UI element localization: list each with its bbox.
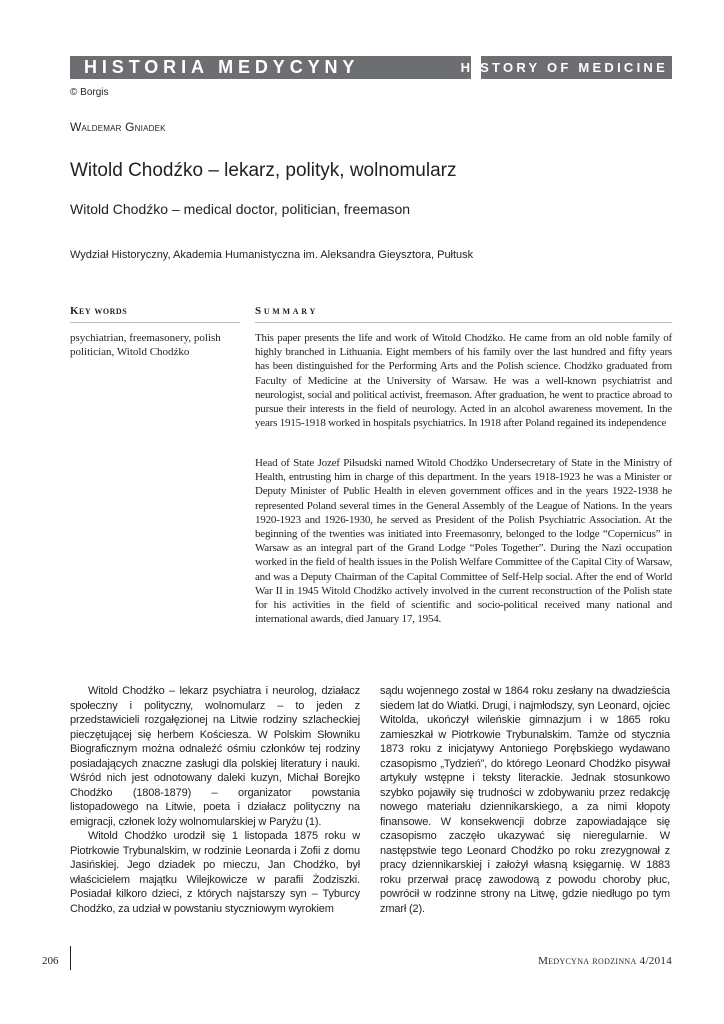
section-title-en: HISTORY OF MEDICINE — [460, 60, 668, 75]
journal-name: Medycyna rodzinna 4/2014 — [538, 955, 672, 967]
body-paragraph: sądu wojennego został w 1864 roku zesłany na dwadzieścia siedem lat do Wiatki. Drugi, i najmłodszy, syn Leonard, ojciec Witolda, ukończył wileńskie gimnazjum i w 1865 roku zamieszkał w Piotrkowie Trybunalskim. Tamże od stycznia 1873 roku z inicjatywy Antoniego Porębskiego wydawano czasopismo „Tydzień”, do którego Leonard Chodźko pisywał artykuły wstępne i teksty literackie. Jednak stosunkowo szybko pojawiły się trudności w zdobywaniu przez redakcję nowego materiału dziennikarskiego, a za nimi kłopoty finansowe. W konsekwencji dobrze zapowiadające się czasopismo zaczęło ukazywać się nieregularnie. W następstwie tego Leonard Chodźko po roku zrezygnował z pracy dziennikarskiej i założył własną księgarnię. W 1883 roku przerwał pracę zawodową z powodu choroby płuc, powrócił w rodzinne strony na Litwę, gdzie niedługo po tym zmarł (2). — [380, 685, 670, 915]
page-number: 206 — [42, 955, 59, 967]
article-title-pl: Witold Chodźko – lekarz, polityk, wolnomularz — [70, 160, 457, 181]
copyright: © Borgis — [70, 87, 109, 98]
body-paragraph: Witold Chodźko – lekarz psychiatra i neurolog, działacz społeczny i polityczny, wolnomularz – to jeden z przedstawicieli rozgałęzionej na Litwie rodziny szlacheckiej pieczętującej się herbem Kościesza. W Polskim Słowniku Biograficznym można odnaleźć ośmiu członków tej rodziny posiadających znaczne zasługi dla polskiej literatury i nauki. Wśród nich jest odnotowany daleki kuzyn, Michał Borejko Chodźko (1808-1879) – organizator powstania listopadowego na Litwie, poeta i działacz polityczny na emigracji, członek loży wolnomularskiej w Paryżu (1). — [70, 685, 360, 828]
keywords-text: psychiatrian, freemasonery, polish politician, Witold Chodźko — [70, 332, 221, 359]
summary-paragraph: This paper presents the life and work of Witold Chodźko. He came from an old noble family of highly branched in Lithuania. Eight members of his family over the last hundred and fifty years has been distinguished for the Performing Arts and the Polish science. Chodźko graduated from Faculty of Medicine at the University of Warsaw. He was a well-known psychiatrist and neurologist, social and political activist, freemason. After graduation, he went to practice abroad to pursue their interests in the field of neurology. Acted in an alcohol awareness movement. In the years 1915-1918 worked in hospitals psychiatrics. In 1918 after Poland regained its independence — [255, 332, 672, 430]
keywords-heading: Key words — [70, 305, 128, 317]
affiliation: Wydział Historyczny, Akademia Humanistyczna im. Aleksandra Gieysztora, Pułtusk — [70, 249, 474, 261]
body-paragraph: Witold Chodźko urodził się 1 listopada 1875 roku w Piotrkowie Trybunalskim, w rodzinie Leonarda i Zofii z domu Jasińskiej. Jego dziadek po mieczu, Jan Chodźko, był właścicielem majątku Wilejkowicze w parafii Żodziszki. Posiadał kilkoro dzieci, z których najstarszy syn – Tyburcy Chodźko, za udział w powstaniu styczniowym wyrokiem — [70, 830, 360, 915]
body-column-left — [70, 684, 360, 916]
author-name: Waldemar Gniadek — [70, 120, 166, 134]
header-band — [70, 56, 672, 79]
keywords-rule — [70, 322, 240, 323]
summary-paragraph: Head of State Jozef Piłsudski named Witold Chodźko Undersecretary of State in the Ministry of Health, entrusting him in charge of this department. In the years 1918-1923 he was a Minister or Deputy Minister of Public Health in eleven government offices and in the years 1922-1938 he represented Poland several times in the General Assembly of the League of Nations. In the years 1920-1923 and 1926-1930, he served as President of the Polish Psychiatric Association. At the beginning of the twenties was initiated into Freemasonry, belonged to the lodge “Copernicus” in Warsaw as an integral part of the Grand Lodge “Poles Together”. During the Nazi occupation worked in the field of health issues in the Polish Welfare Committee of the Capital City of Warsaw, and was a Deputy Chairman of the Capital Committee of Self-Help social. After the end of World War II in 1945 Witold Chodźko actively involved in the current reconstruction of the Polish state for his activities in the field of scientific and socio-political received many national and international awards, died January 17, 1954. — [255, 457, 672, 626]
article-title-en: Witold Chodźko – medical doctor, politician, freemason — [70, 201, 411, 217]
summary-heading: Summary — [255, 305, 318, 317]
summary-rule — [255, 322, 672, 323]
section-title-pl: HISTORIA MEDYCYNY — [84, 57, 360, 77]
footer-divider — [70, 946, 71, 970]
body-column-right — [380, 684, 670, 916]
